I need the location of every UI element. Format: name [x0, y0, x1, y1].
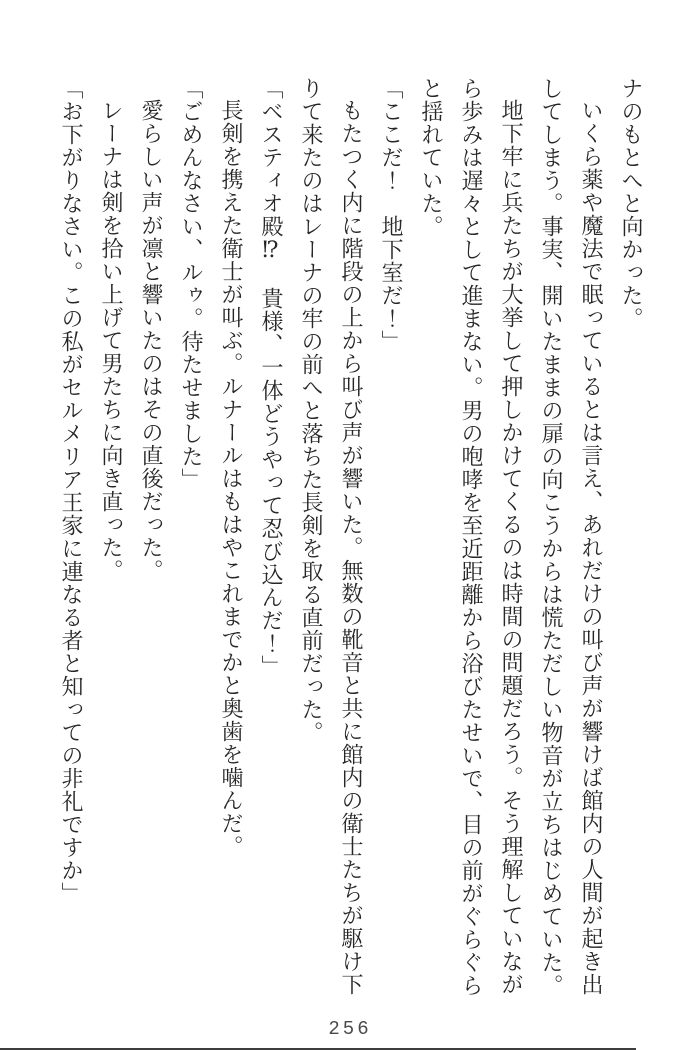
paragraph: 「ベスティオ殿⁉ 貴様、一体どうやって忍び込んだ！」: [258, 77, 283, 678]
page-number: 256: [328, 1018, 372, 1040]
paragraph: 地下牢に兵たちが大挙して押しかけてくるのは時間の問題だろう。そう理解していながら歩みは遅々として進まない。男の咆哮を至近距離から浴びたせいで、目の前がぐらぐらと揺れていた。: [418, 77, 523, 997]
paragraph: 長剣を携えた衛士が叫ぶ。ルナールはもはやこれまでかと奥歯を噛んだ。: [218, 99, 243, 858]
paragraph: 「ごめんなさい、ルゥ。待たせました」: [178, 77, 203, 491]
paragraph: 「ここだ！ 地下室だ！」: [378, 77, 403, 353]
paragraph: もたつく内に階段の上から叫び声が響いた。無数の靴音と共に館内の衛士たちが駆け下りて来たのはレーナの牢の前へと落ちた長剣を取る直前だった。: [298, 77, 363, 996]
paragraph: ナのもとへと向かった。: [618, 77, 643, 330]
paragraph: いくら薬や魔法で眠っているとは言え、あれだけの叫び声が響けば館内の人間が起き出してしまう。事実、開いたままの扉の向こうからは慌ただしい物音が立ちはじめていた。: [538, 77, 603, 997]
paragraph: レーナは剣を拾い上げて男たちに向き直った。: [98, 99, 123, 582]
paragraph: 「お下がりなさい。この私がセルメリア王家に連なる者と知っての非礼ですか」: [58, 77, 83, 905]
paragraph: 愛らしい声が凛と響いたのはその直後だった。: [138, 99, 163, 582]
novel-body-text: [50, 77, 650, 1007]
